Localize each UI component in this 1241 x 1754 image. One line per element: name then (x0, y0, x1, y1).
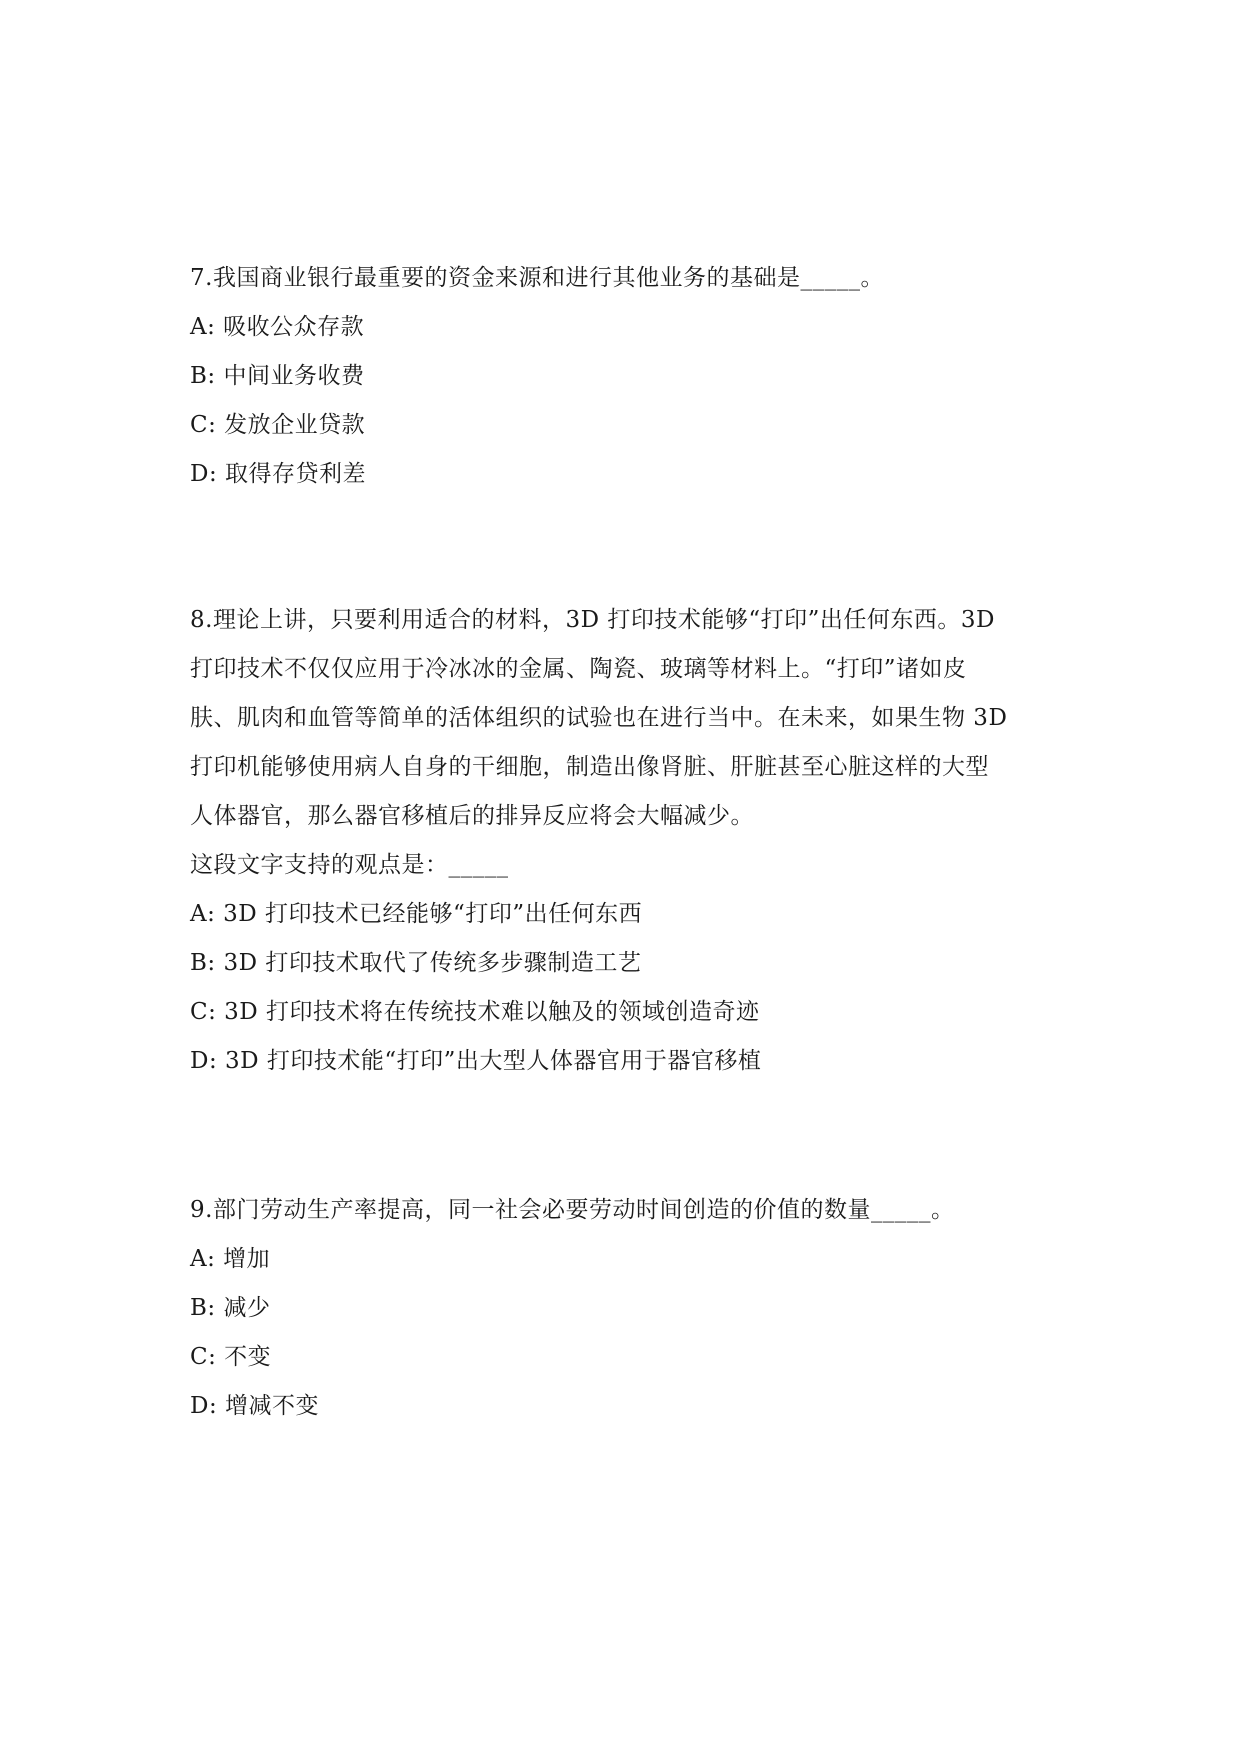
option-d: D: 增减不变 (190, 1393, 320, 1419)
option-c: C: 不变 (190, 1344, 272, 1370)
option-d: D: 取得存贷利差 (190, 461, 367, 487)
stem-line: 打印机能够使用病人自身的干细胞，制造出像肾脏、肝脏甚至心脏这样的大型 (190, 754, 989, 780)
option-d: D: 3D 打印技术能“打印”出大型人体器官用于器官移植 (190, 1048, 762, 1074)
question-7 (190, 254, 1060, 499)
option-a: A: 吸收公众存款 (190, 314, 365, 340)
option-b: B: 3D 打印技术取代了传统多步骤制造工艺 (190, 950, 642, 976)
question-8 (190, 596, 1060, 1086)
stem-line: 打印技术不仅仅应用于冷冰冰的金属、陶瓷、玻璃等材料上。“打印”诸如皮 (190, 656, 967, 682)
option-c: C: 发放企业贷款 (190, 412, 366, 438)
question-9 (190, 1186, 1060, 1431)
question-stem (190, 596, 1060, 890)
option-c: C: 3D 打印技术将在传统技术难以触及的领域创造奇迹 (190, 999, 760, 1025)
stem-line: 人体器官，那么器官移植后的排异反应将会大幅减少。 (190, 803, 754, 829)
question-stem: 7.我国商业银行最重要的资金来源和进行其他业务的基础是_____。 (190, 265, 884, 291)
question-stem: 9.部门劳动生产率提高，同一社会必要劳动时间创造的价值的数量_____。 (190, 1197, 955, 1223)
option-a: A: 3D 打印技术已经能够“打印”出任何东西 (190, 901, 643, 927)
stem-line: 肤、肌肉和血管等简单的活体组织的试验也在进行当中。在未来，如果生物 3D (190, 705, 1008, 731)
option-b: B: 中间业务收费 (190, 363, 365, 389)
option-a: A: 增加 (190, 1246, 271, 1272)
stem-line: 8.理论上讲，只要利用适合的材料，3D 打印技术能够“打印”出任何东西。3D (190, 607, 995, 633)
stem-prompt: 这段文字支持的观点是：_____ (190, 852, 509, 878)
option-b: B: 减少 (190, 1295, 271, 1321)
